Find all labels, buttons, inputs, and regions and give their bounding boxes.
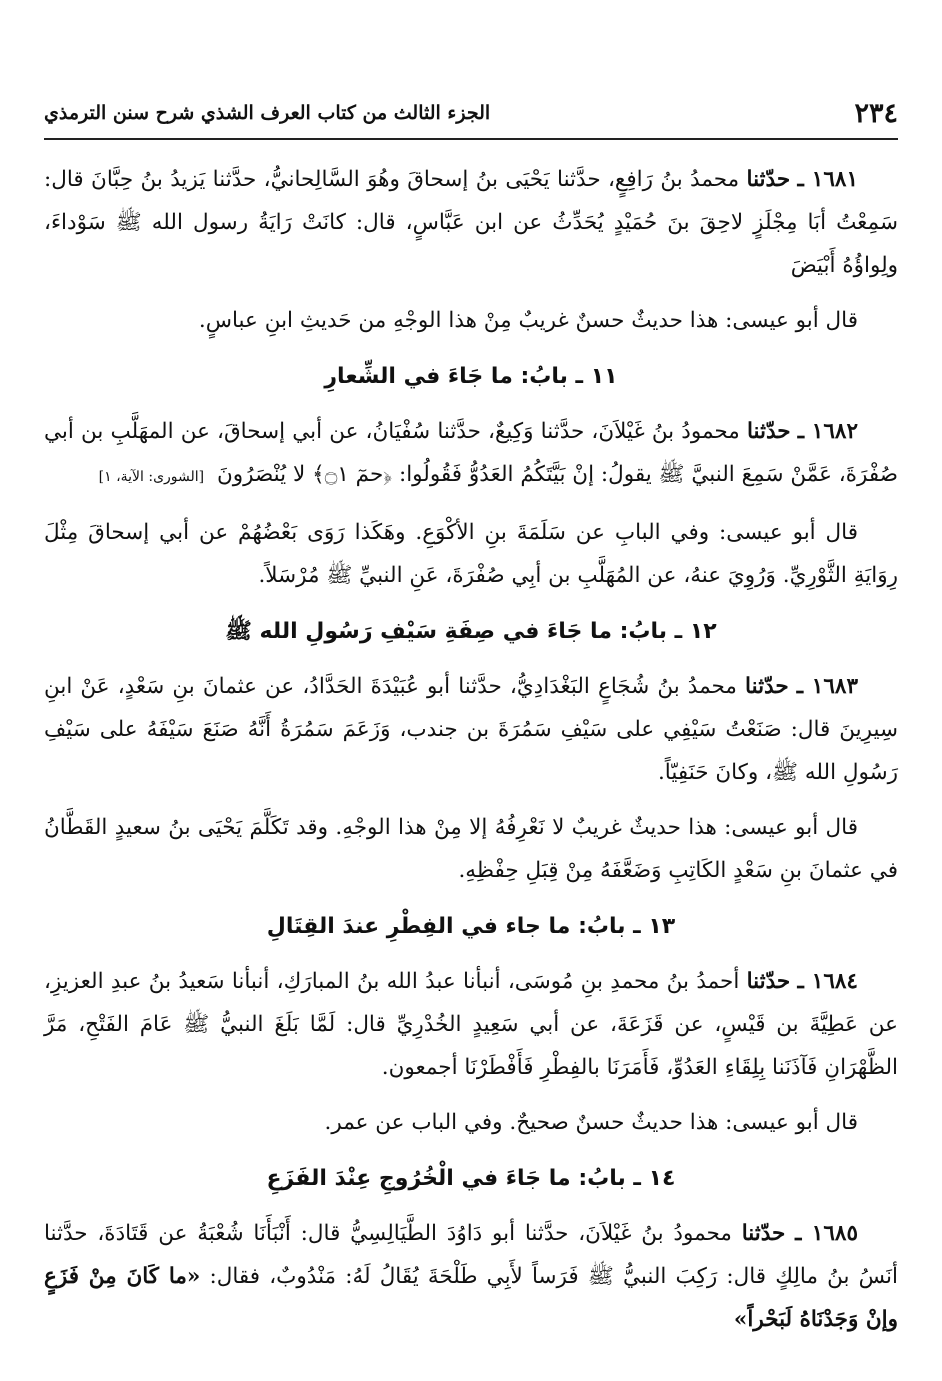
hadith-paragraph	[44, 410, 898, 499]
hadith-number: ١٦٨١ ـ	[797, 167, 858, 192]
commentary-paragraph: قال أبو عيسى: وفي البابِ عن سَلَمَةَ بنِ الأكْوَعِ. وهَكَذا رَوَى بَعْضُهُمْ عن أبي إسحاقَ مِثْلَ رِوَايَةِ الثَّوْرِيِّ. وَرُوِيَ عنهُ، عن المُهَلَّبِ بن أبِي صُفْرَةَ، عَنِ النبيِّ ﷺ مُرْسَلاً.	[44, 520, 898, 588]
hadith-opening: حدّثنا	[746, 969, 791, 994]
hadith-number: ١٦٨٥ ـ	[795, 1221, 858, 1246]
chapter-heading: ١٢ ـ بابُ: ما جَاءَ في صِفَةِ سَيْفِ رَسُولِ الله ﷺ	[225, 619, 717, 644]
hadith-paragraph	[44, 158, 898, 287]
hadith-opening: حدّثنا	[745, 674, 789, 699]
commentary-paragraph: قال أبو عيسى: هذا حديثٌ غريبٌ لا نَعْرِفُهُ إلا مِنْ هذا الوجْهِ. وقد تَكَلَّمَ يَحْيَى بنُ سعيدٍ القَطَّانُ في عثمانَ بنِ سَعْدٍ الكَاتِبِ وَضَعَّفَهُ مِنْ قِبَلِ حِفْظِهِ.	[44, 815, 898, 883]
page-header	[44, 88, 898, 140]
prophetic-quote: «ما كَانَ مِنْ فَزَعٍ وإنْ وَجَدْنَاهُ لَبَحْراً»	[44, 1264, 898, 1332]
hadith-number: ١٦٨٣ ـ	[796, 674, 858, 699]
hadith-paragraph	[44, 1212, 898, 1341]
hadith-text: محمدُ بنُ شُجَاعٍ البَغْدَادِيُّ، حدَّثنا أبو عُبَيْدَةَ الحَدَّادُ، عن عثمانَ بنِ سَعْدٍ، عَنْ ابنِ سِيرِينَ قال: صَنَعْتُ سَيْفِي على سَيْفِ سَمُرَةَ بن جندب، وَزَعَمَ سَمُرَةُ أَنَّهُ صَنَعَ سَيْفَهُ على سَيْفِ رَسُولِ الله ﷺ، وكانَ حَنَفِيّاً.	[44, 674, 898, 785]
chapter-heading: ١١ ـ بابُ: ما جَاءَ في الشِّعارِ	[324, 364, 618, 389]
hadith-paragraph	[44, 960, 898, 1089]
hadith-text: محمدُ بنُ رَافِعٍ، حدَّثنا يَحْيَى بنُ إسحاقَ وهُوَ السَّالِحانيُّ، حدَّثنا يَزيدُ بنُ حِبَّانَ قال: سَمِعْتُ أبَا مِجْلَزٍ لاحِقَ بنَ حُمَيْدٍ يُحَدِّثُ عن ابن عَبَّاسٍ، قال: كانَتْ رَايَةُ رسول الله ﷺ سَوْداءَ، ولِواؤُهُ أَبْيَضَ	[44, 167, 898, 278]
running-title: الجزء الثالث من كتاب العرف الشذي شرح سنن الترمذي	[44, 102, 491, 124]
hadith-text: أحمدُ بنُ محمدِ بنِ مُوسَى، أنبأنا عبدُ الله بنُ المبارَكِ، أنبأنا سَعيدُ بنُ عبدِ العزيزِ، عن عَطِيَّةَ بن قَيْسٍ، عن قَزَعَةَ، عن أبي سَعِيدٍ الخُدْرِيِّ قال: لَمَّا بَلَغَ النبيُّ ﷺ عَامَ الفَتْحِ، مَرَّ الظَّهْرَانِ فَآذَنَنا بِلِقَاءِ العَدُوِّ، فَأَمَرَنَا بالفِطْرِ فَأَفْطَرْنَا أجمعون.	[44, 969, 898, 1080]
commentary-paragraph: قال أبو عيسى: هذا حديثٌ حسنٌ غريبٌ مِنْ هذا الوجْهِ من حَديثِ ابنِ عباسٍ.	[198, 308, 858, 333]
page-body	[44, 158, 898, 1353]
hadith-opening: حدّثنا	[746, 167, 791, 192]
hadith-opening: حدّثنا	[741, 1221, 786, 1246]
hadith-text: محمودُ بنُ غَيْلاَنَ، حدَّثنا أبو دَاوُدَ الطَّيَالِسِيُّ قال: أَنْبَأَنَا شُعْبَةُ عن قَتَادَةَ، حدَّثنا أنَسُ بنُ مالِكٍ قال: رَكِبَ النبيُّ ﷺ فَرَساً لأَبِي طَلْحَةَ يُقَالُ لَهُ: مَنْدُوبٌ، فقال:	[44, 1221, 898, 1289]
hadith-opening: حدّثنا	[746, 419, 791, 444]
hadith-text: محمودُ بنُ غَيْلاَنَ، حدَّثنا وَكِيعٌ، حدَّثنا سُفْيَانُ، عن أبي إسحاقَ، عن المهَلَّبِ بن أبي صُفْرَةَ، عَمَّنْ سَمِعَ النبيَّ ﷺ يقولُ: إنْ بَيَّتَكُمُ العَدُوُّ فَقُولُوا: ﴿حمٓ ۝١﴾ لا يُنْصَرُونَ	[44, 419, 898, 487]
page-number: ٢٣٤	[854, 97, 898, 129]
hadith-paragraph	[44, 665, 898, 794]
chapter-heading: ١٤ ـ بابُ: ما جَاءَ في الْخُرُوجِ عِنْدَ الفَزَعِ	[266, 1166, 676, 1191]
quran-citation: [الشورى: الآية، ١]	[98, 469, 205, 485]
hadith-number: ١٦٨٤ ـ	[797, 969, 858, 994]
chapter-heading: ١٣ ـ بابُ: ما جاء في الفِطْرِ عندَ القِتَالِ	[266, 914, 676, 939]
commentary-paragraph: قال أبو عيسى: هذا حديثٌ حسنٌ صحيحٌ. وفي الباب عن عمر.	[324, 1110, 858, 1135]
hadith-number: ١٦٨٢ ـ	[797, 419, 858, 444]
